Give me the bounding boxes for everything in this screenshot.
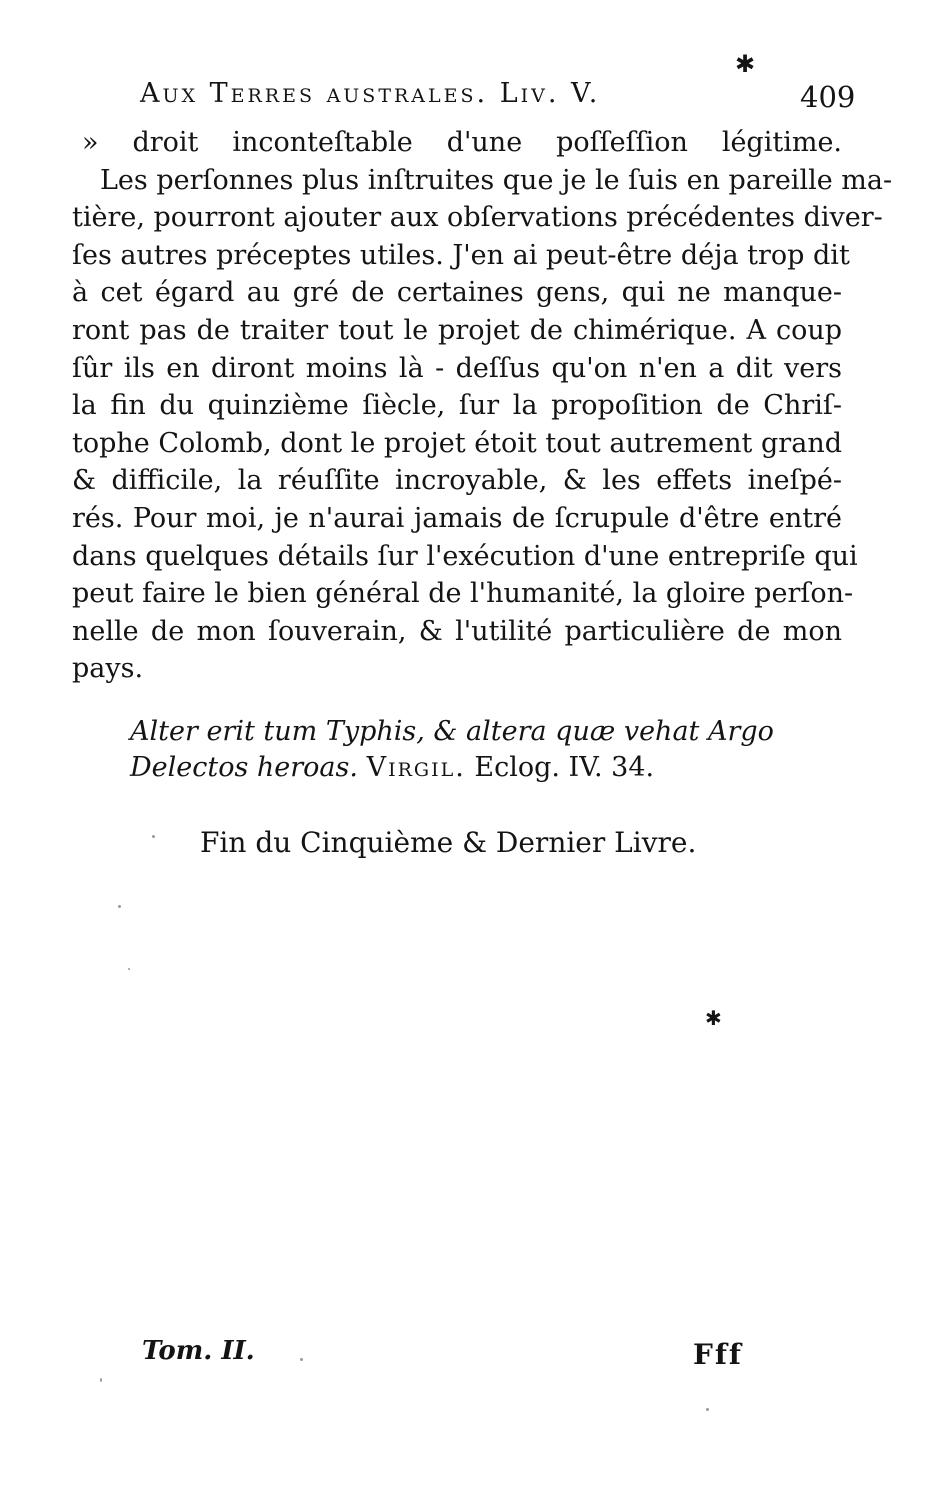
text-line: » droit inconteſtable d'une poſſeſſion légitime. [82,127,842,158]
paper-speck [300,1358,303,1361]
text-line: ſûr ils en diront moins là - deſſus qu'on n'en a dit vers [72,352,842,384]
quote-line: Alter erit tum Typhis, & altera quæ vehat Argo [130,716,774,747]
page-number: 409 [800,80,856,114]
paper-speck [152,835,155,838]
text-line: la fin du quinzième ſiècle, ſur la propoſition de Chriſ- [72,390,842,422]
text-line: Les perſonnes plus inſtruites que je le ſuis en pareille ma- [100,164,893,196]
text-line: ront pas de traiter tout le projet de chimérique. A coup [72,314,842,346]
text-line: à cet égard au gré de certaines gens, qui ne manque- [72,277,842,309]
book-end-colophon: Fin du Cinquième & Dernier Livre. [200,826,697,859]
text-line: dans quelques détails ſur l'exécution d'une entrepriſe qui [72,540,858,572]
quote-italic-text: Delectos heroas. [130,752,358,783]
asterisk-mark-icon: ✱ [735,50,756,78]
text-line: peut faire le bien général de l'humanité, la gloire perſon- [72,578,854,610]
body-paragraph [72,124,893,688]
text-line: & difficile, la réuſſite incroyable, & les effets ineſpé- [72,465,842,497]
running-head: Aux Terres australes. Liv. V. [140,78,601,109]
asterisk-mark-icon: ✱ [705,1006,722,1030]
text-line: rés. Pour moi, je n'aurai jamais de ſcrupule d'être entré [72,502,842,534]
paper-speck [118,905,121,908]
quote-author: Virgil. [366,752,466,783]
volume-label: Tom. II. [142,1336,255,1366]
text-line: tière, pourront ajouter aux obſervations précédentes diver- [72,202,883,234]
text-line: nelle de mon ſouverain, & l'utilité particulière de mon [72,615,842,647]
text-line: pays. [72,653,144,685]
virgil-quotation [130,714,810,786]
paper-speck [706,1408,709,1411]
quote-line [130,750,810,786]
signature-mark: Fff [693,1338,743,1371]
text-line: tophe Colomb, dont le projet étoit tout autrement grand [72,427,842,459]
paper-speck [100,1378,102,1382]
quote-reference: Eclog. IV. 34. [474,752,655,783]
paper-speck [128,968,130,970]
text-line: ſes autres préceptes utiles. J'en ai peut-être déja trop dit [72,239,850,271]
